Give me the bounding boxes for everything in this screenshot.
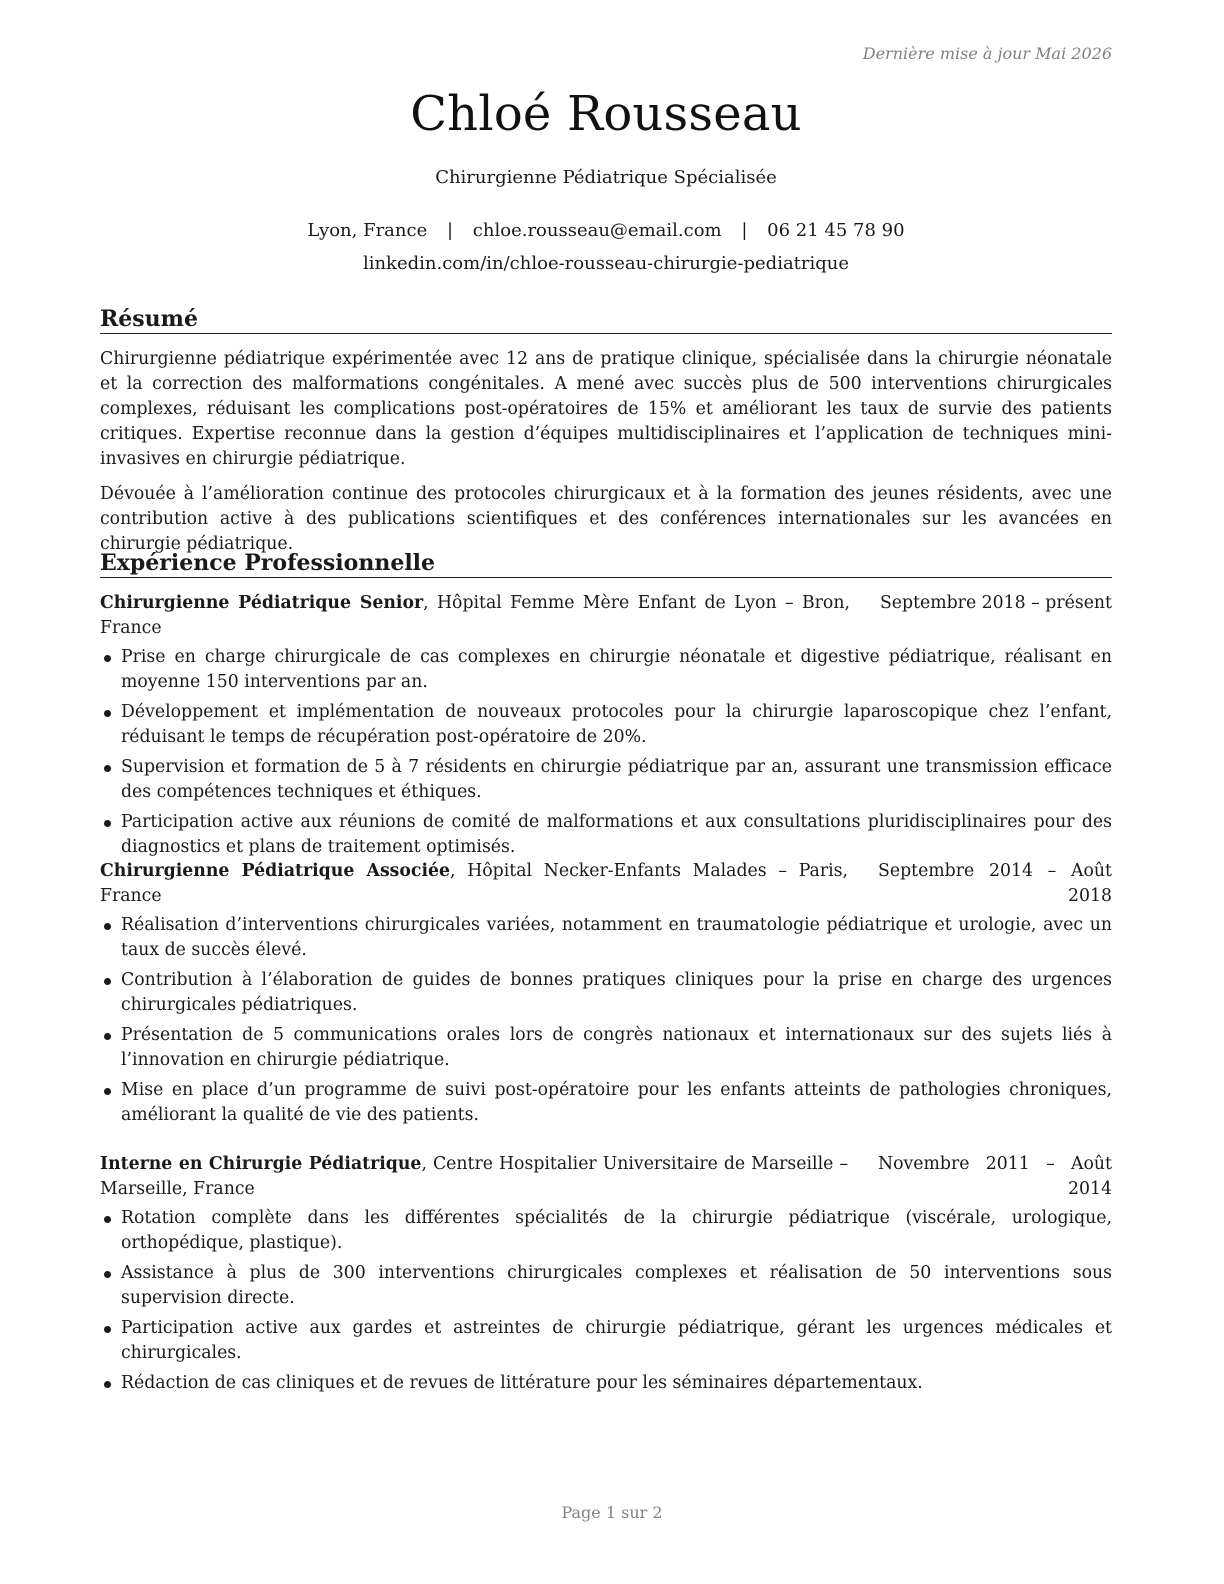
job-entry	[100, 591, 1112, 865]
list-item: Mise en place d’un programme de suivi post-opératoire pour les enfants atteints de pathologies chroniques, améliorant la qualité de vie des patients.	[100, 1078, 1112, 1128]
job-bullets	[100, 913, 1112, 1128]
job-header	[100, 1152, 1112, 1202]
list-item: Développement et implémentation de nouveaux protocoles pour la chirurgie laparoscopique chez l’enfant, réduisant le temps de récupération post-opératoire de 20%.	[100, 700, 1112, 750]
job-role: Chirurgienne Pédiatrique Senior	[100, 593, 424, 613]
job-dates: Septembre 2014 – Août 2018	[878, 861, 1112, 906]
list-item: Assistance à plus de 300 interventions chirurgicales complexes et réalisation de 50 interventions sous supervision directe.	[100, 1261, 1112, 1311]
job-bullets	[100, 1206, 1112, 1396]
job-title-line	[100, 1152, 848, 1202]
separator: |	[446, 220, 454, 241]
location: Lyon, France	[307, 220, 428, 241]
job-title: Chirurgienne Pédiatrique Spécialisée	[435, 167, 777, 188]
candidate-name: Chloé Rousseau	[410, 86, 802, 142]
list-item: Réalisation d’interventions chirurgicales variées, notamment en traumatologie pédiatrique et urologie, avec un taux de succès élevé.	[100, 913, 1112, 963]
phone-number: 06 21 45 78 90	[767, 220, 905, 241]
summary-paragraph: Chirurgienne pédiatrique expérimentée avec 12 ans de pratique clinique, spécialisée dans la chirurgie néonatale et la correction des malformations congénitales. A mené avec succès plus de 500 interventions chirurgicales complexes, réduisant les complications post-opératoires de 15% et améliorant les taux de survie des patients critiques. Expertise reconnue dans la gestion d’équipes multidisciplinaires et l’application de techniques mini-invasives en chirurgie pédiatrique.	[100, 349, 1112, 469]
job-title-line	[100, 859, 848, 909]
list-item: Supervision et formation de 5 à 7 résidents en chirurgie pédiatrique par an, assurant une transmission efficace des compétences techniques et éthiques.	[100, 755, 1112, 805]
contact-line	[100, 220, 1112, 241]
list-item: Rédaction de cas cliniques et de revues de littérature pour les séminaires départementaux.	[100, 1371, 1112, 1396]
section-title-summary: Résumé	[100, 305, 1112, 334]
list-item: Contribution à l’élaboration de guides de bonnes pratiques cliniques pour la prise en charge des urgences chirurgicales pédiatriques.	[100, 968, 1112, 1018]
last-updated: Dernière mise à jour Mai 2026	[862, 44, 1112, 63]
list-item: Participation active aux réunions de comité de malformations et aux consultations pluridisciplinaires pour des diagnostics et plans de traitement optimisés.	[100, 810, 1112, 860]
separator: |	[741, 220, 748, 241]
job-entry	[100, 859, 1112, 1133]
job-dates: Septembre 2018 – présent	[879, 593, 1112, 613]
job-role: Interne en Chirurgie Pédiatrique	[100, 1154, 422, 1174]
list-item: Présentation de 5 communications orales lors de congrès nationaux et internationaux sur des sujets liés à l’innovation en chirurgie pédiatrique.	[100, 1023, 1112, 1073]
job-employer: , Hôpital Necker-Enfants Malades – Paris, France	[100, 861, 848, 906]
section-title-experience: Expérience Professionnelle	[100, 549, 1112, 578]
linkedin-link[interactable]: linkedin.com/in/chloe-rousseau-chirurgie-pediatrique	[362, 253, 850, 274]
job-header	[100, 859, 1112, 909]
job-bullets	[100, 645, 1112, 860]
job-employer: , Hôpital Femme Mère Enfant de Lyon – Bron, France	[100, 593, 850, 638]
summary-paragraph: Dévouée à l’amélioration continue des protocoles chirurgicaux et à la formation des jeunes résidents, avec une contribution active à des publications scientifiques et des conférences internationales sur les avancées en chirurgie pédiatrique.	[100, 484, 1112, 554]
job-role: Chirurgienne Pédiatrique Associée	[100, 861, 451, 881]
email-link[interactable]: chloe.rousseau@email.com	[472, 220, 722, 241]
job-employer: , Centre Hospitalier Universitaire de Marseille – Marseille, France	[100, 1154, 848, 1199]
list-item: Prise en charge chirurgicale de cas complexes en chirurgie néonatale et digestive pédiatrique, réalisant en moyenne 150 interventions par an.	[100, 645, 1112, 695]
job-dates: Novembre 2011 – Août 2014	[878, 1154, 1112, 1199]
page-number: Page 1 sur 2	[561, 1503, 663, 1522]
job-header	[100, 591, 1112, 641]
list-item: Participation active aux gardes et astreintes de chirurgie pédiatrique, gérant les urgences médicales et chirurgicales.	[100, 1316, 1112, 1366]
job-entry	[100, 1152, 1112, 1401]
job-title-line	[100, 591, 850, 641]
list-item: Rotation complète dans les différentes spécialités de la chirurgie pédiatrique (viscérale, urologique, orthopédique, plastique).	[100, 1206, 1112, 1256]
